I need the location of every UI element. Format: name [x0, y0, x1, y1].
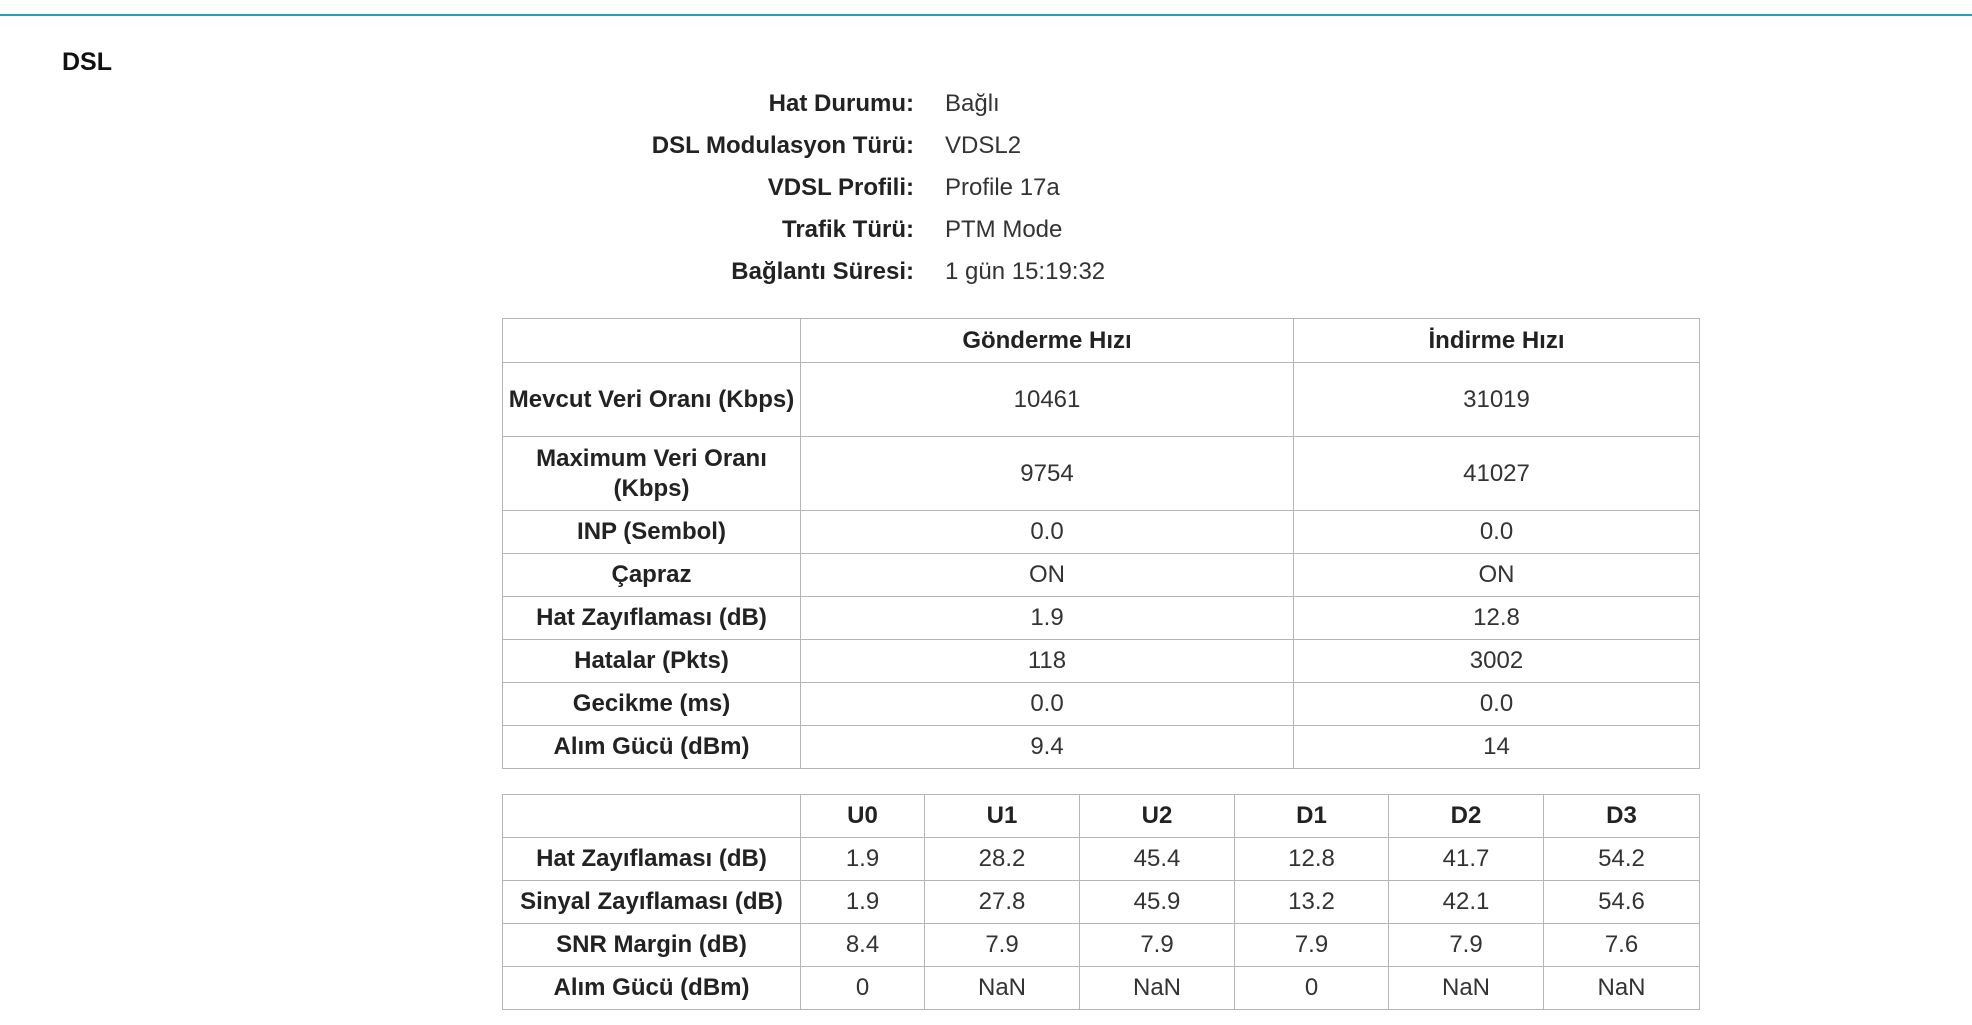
band-value: 8.4: [801, 924, 925, 967]
table-row: [503, 924, 1700, 967]
row-label: Hat Zayıflaması (dB): [503, 597, 801, 640]
rate-header-empty: [503, 319, 801, 363]
download-value: 12.8: [1294, 597, 1700, 640]
band-value: 7.6: [1544, 924, 1700, 967]
row-label: Hat Zayıflaması (dB): [503, 838, 801, 881]
row-label: Alım Gücü (dBm): [503, 726, 801, 769]
band-value: 0: [801, 967, 925, 1010]
upload-value: ON: [801, 554, 1294, 597]
band-header: D1: [1235, 795, 1389, 838]
info-value: VDSL2: [945, 132, 1022, 159]
band-value: NaN: [925, 967, 1080, 1010]
table-row: [503, 437, 1700, 511]
info-value: Profile 17a: [945, 174, 1060, 201]
table-row: [503, 683, 1700, 726]
download-value: ON: [1294, 554, 1700, 597]
band-value: 54.2: [1544, 838, 1700, 881]
info-row: [0, 90, 1972, 120]
band-value: 7.9: [1235, 924, 1389, 967]
section-title: DSL: [62, 48, 112, 76]
download-value: 3002: [1294, 640, 1700, 683]
row-label: Sinyal Zayıflaması (dB): [503, 881, 801, 924]
band-value: 28.2: [925, 838, 1080, 881]
band-header: D2: [1389, 795, 1544, 838]
band-value: 27.8: [925, 881, 1080, 924]
info-label: VDSL Profili:: [767, 174, 914, 201]
rate-header-upload: Gönderme Hızı: [801, 319, 1294, 363]
upload-value: 1.9: [801, 597, 1294, 640]
rate-header-download: İndirme Hızı: [1294, 319, 1700, 363]
download-value: 31019: [1294, 363, 1700, 437]
download-value: 41027: [1294, 437, 1700, 511]
band-header: U0: [801, 795, 925, 838]
band-header: U2: [1080, 795, 1235, 838]
download-value: 14: [1294, 726, 1700, 769]
info-value: 1 gün 15:19:32: [945, 258, 1106, 285]
upload-value: 0.0: [801, 683, 1294, 726]
table-row: [503, 967, 1700, 1010]
info-row: [0, 216, 1972, 246]
upload-value: 9.4: [801, 726, 1294, 769]
row-label: SNR Margin (dB): [503, 924, 801, 967]
info-row: [0, 174, 1972, 204]
table-row: [503, 363, 1700, 437]
row-label: Maximum Veri Oranı (Kbps): [503, 437, 801, 511]
band-value: NaN: [1544, 967, 1700, 1010]
table-row: [503, 881, 1700, 924]
band-value: 45.9: [1080, 881, 1235, 924]
table-row: [503, 640, 1700, 683]
download-value: 0.0: [1294, 683, 1700, 726]
info-label: Hat Durumu:: [768, 90, 914, 117]
band-value: 1.9: [801, 838, 925, 881]
row-label: Alım Gücü (dBm): [503, 967, 801, 1010]
info-label: Bağlantı Süresi:: [731, 258, 914, 285]
band-value: 0: [1235, 967, 1389, 1010]
row-label: Çapraz: [503, 554, 801, 597]
info-label: Trafik Türü:: [781, 216, 914, 243]
band-header-empty: [503, 795, 801, 838]
table-row: [503, 838, 1700, 881]
info-value: Bağlı: [945, 90, 1000, 117]
band-value: 7.9: [1389, 924, 1544, 967]
upload-value: 118: [801, 640, 1294, 683]
info-row: [0, 258, 1972, 288]
band-header: D3: [1544, 795, 1700, 838]
upload-value: 10461: [801, 363, 1294, 437]
band-header: U1: [925, 795, 1080, 838]
band-value: 42.1: [1389, 881, 1544, 924]
band-value: 7.9: [925, 924, 1080, 967]
download-value: 0.0: [1294, 511, 1700, 554]
row-label: Hatalar (Pkts): [503, 640, 801, 683]
band-value: 45.4: [1080, 838, 1235, 881]
row-label: INP (Sembol): [503, 511, 801, 554]
table-row: [503, 597, 1700, 640]
band-value: NaN: [1080, 967, 1235, 1010]
band-value: 41.7: [1389, 838, 1544, 881]
upload-value: 0.0: [801, 511, 1294, 554]
band-value: 1.9: [801, 881, 925, 924]
upload-value: 9754: [801, 437, 1294, 511]
band-value: 7.9: [1080, 924, 1235, 967]
band-value: 54.6: [1544, 881, 1700, 924]
info-label: DSL Modulasyon Türü:: [651, 132, 914, 159]
row-label: Mevcut Veri Oranı (Kbps): [503, 363, 801, 437]
info-value: PTM Mode: [945, 216, 1063, 243]
band-value: NaN: [1389, 967, 1544, 1010]
table-row: [503, 511, 1700, 554]
info-row: [0, 132, 1972, 162]
band-table: [502, 794, 1700, 1010]
band-value: 13.2: [1235, 881, 1389, 924]
row-label: Gecikme (ms): [503, 683, 801, 726]
rate-table: [502, 318, 1700, 769]
table-row: [503, 726, 1700, 769]
table-row: [503, 554, 1700, 597]
band-value: 12.8: [1235, 838, 1389, 881]
top-divider: [0, 14, 1972, 16]
